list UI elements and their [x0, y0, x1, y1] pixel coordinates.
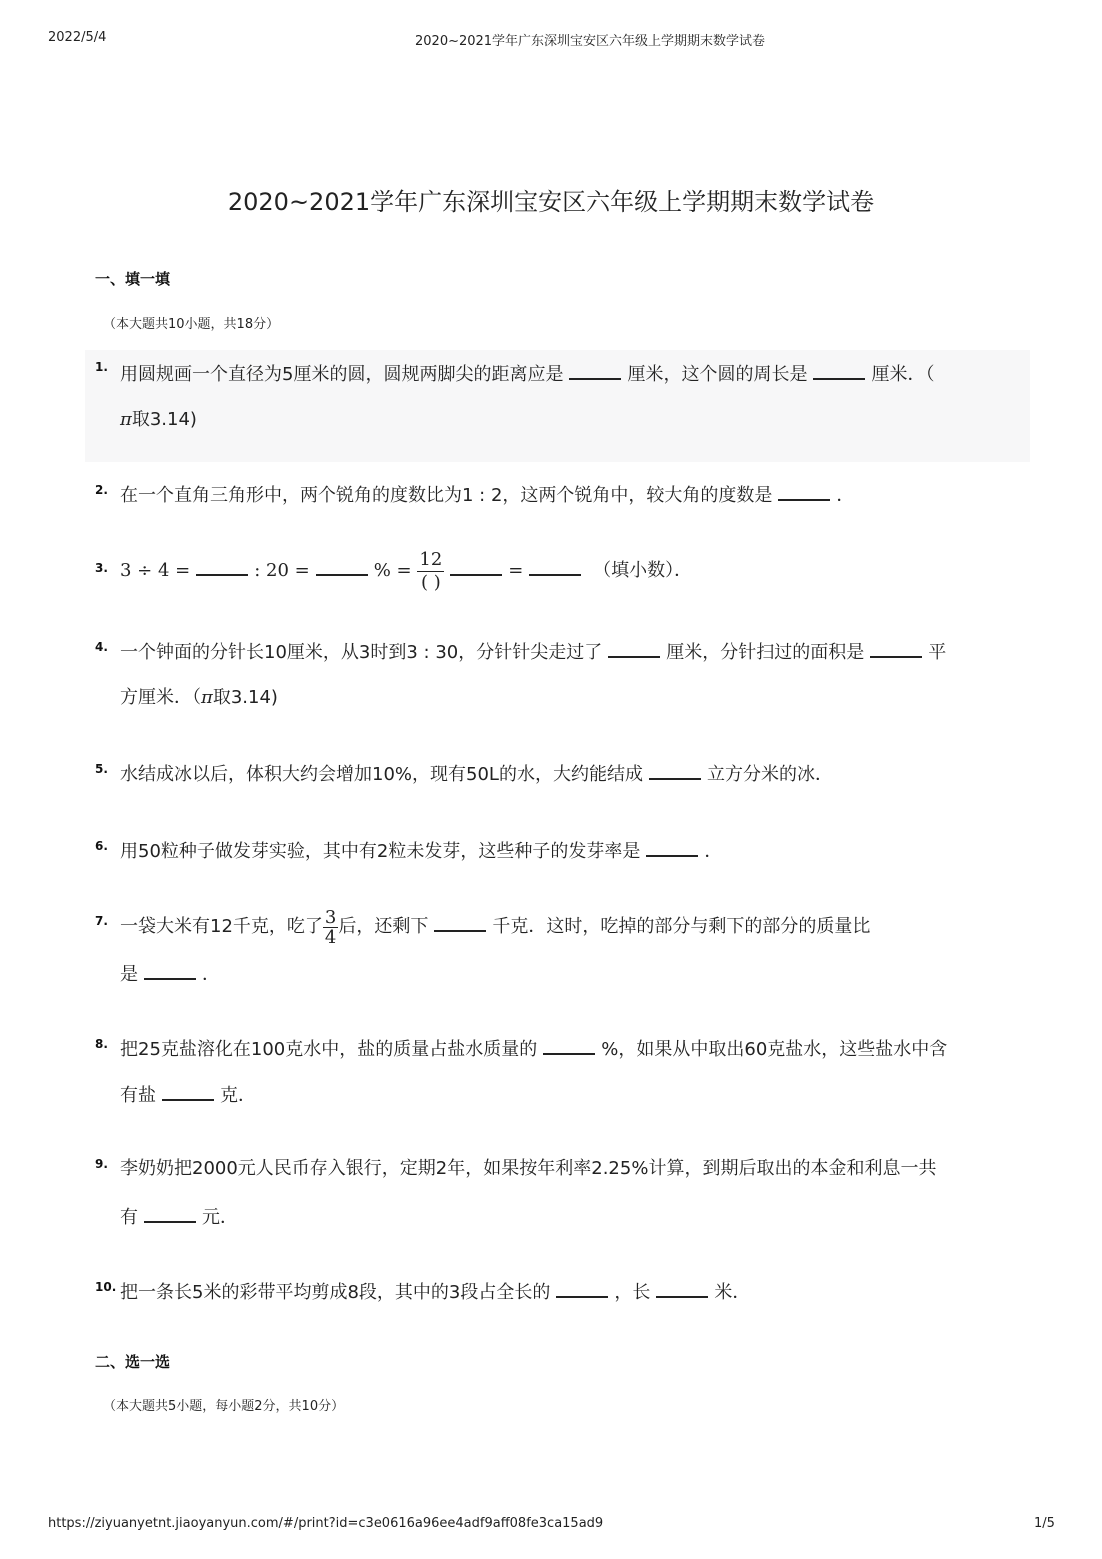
answer-blank[interactable] [162, 1083, 214, 1101]
question-number: 8. [95, 1037, 108, 1051]
question-9: 9. 李奶奶把2000元人民币存入银行，定期2年，如果按年利率2.25%计算，到期后取出的本金和利息一共 有 元． [95, 1157, 937, 1228]
question-number: 4. [95, 640, 108, 654]
answer-blank[interactable] [813, 362, 865, 380]
question-7: 7. 一袋大米有12千克，吃了 $\frac{3}{4}$ 后，还剩下 千克．这时，吃掉的部分与剩下的部分的质量比 是 ． [95, 906, 871, 985]
question-10: 10. 把一条长5米的彩带平均剪成8段，其中的3段占全长的 ，长 米． [95, 1280, 751, 1303]
answer-blank[interactable] [529, 558, 581, 576]
answer-blank[interactable] [144, 962, 196, 980]
answer-blank[interactable] [450, 558, 502, 576]
answer-blank[interactable] [196, 558, 248, 576]
question-4: 4. 一个钟面的分针长10厘米，从3时到3 : 30，分针针尖走过了 厘米，分针扫过的面积是 平 方厘米．（π取3.14) [95, 640, 947, 708]
answer-blank[interactable] [870, 640, 922, 658]
fraction: $\frac{12}{( )}$ [419, 548, 443, 593]
section-note: （本大题共5小题，每小题2分，共10分） [103, 1399, 345, 1414]
section-heading: 一、填一填 [95, 270, 171, 288]
answer-blank[interactable] [656, 1280, 708, 1298]
answer-blank[interactable] [434, 914, 486, 932]
question-number: 6. [95, 839, 108, 853]
page-title: 2020~2021学年广东深圳宝安区六年级上学期期末数学试卷 [227, 188, 875, 216]
question-2: 2. 在一个直角三角形中，两个锐角的度数比为1 : 2，这两个锐角中，较大角的度数是 ． [95, 483, 855, 506]
answer-blank[interactable] [608, 640, 660, 658]
question-number: 3. [95, 561, 108, 575]
question-number: 1. [95, 360, 108, 374]
answer-blank[interactable] [556, 1280, 608, 1298]
question-5: 5. 水结成冰以后，体积大约会增加10%，现有50L的水，大约能结成 立方分米的冰． [95, 762, 833, 785]
print-date: 2022/5/4 [48, 30, 107, 45]
question-number: 5. [95, 762, 108, 776]
question-number: 7. [95, 914, 108, 928]
question-8: 8. 把25克盐溶化在100克水中，盐的质量占盐水质量的 %，如果从中取出60克盐水，这些盐水中含 有盐 克． [95, 1037, 948, 1106]
section-heading: 二、选一选 [95, 1353, 171, 1371]
question-3: 3. 3 ÷ 4 = : 20 = % = $\frac{12}{( )}$ = （填小数）． [95, 548, 693, 593]
question-number: 2. [95, 483, 108, 497]
fraction: $\frac{3}{4}$ [324, 906, 337, 948]
answer-blank[interactable] [316, 558, 368, 576]
answer-blank[interactable] [646, 839, 698, 857]
page-number: 1/5 [1034, 1516, 1055, 1531]
print-header-title: 2020~2021学年广东深圳宝安区六年级上学期期末数学试卷 [415, 34, 766, 49]
answer-blank[interactable] [144, 1205, 196, 1223]
answer-blank[interactable] [778, 483, 830, 501]
question-6: 6. 用50粒种子做发芽实验，其中有2粒未发芽，这些种子的发芽率是 ． [95, 839, 723, 862]
question-number: 10. [95, 1280, 117, 1294]
answer-blank[interactable] [649, 762, 701, 780]
page-url: https://ziyuanyetnt.jiaoyanyun.com/#/print?id=c3e0616a96ee4adf9aff08fe3ca15ad9 [48, 1516, 604, 1531]
question-number: 9. [95, 1157, 108, 1171]
answer-blank[interactable] [569, 362, 621, 380]
answer-blank[interactable] [543, 1037, 595, 1055]
section-note: （本大题共10小题，共18分） [103, 317, 280, 332]
question-1: 1. 用圆规画一个直径为5厘米的圆，圆规两脚尖的距离应是 厘米，这个圆的周长是 厘米．（ π取3.14) [85, 350, 1030, 462]
